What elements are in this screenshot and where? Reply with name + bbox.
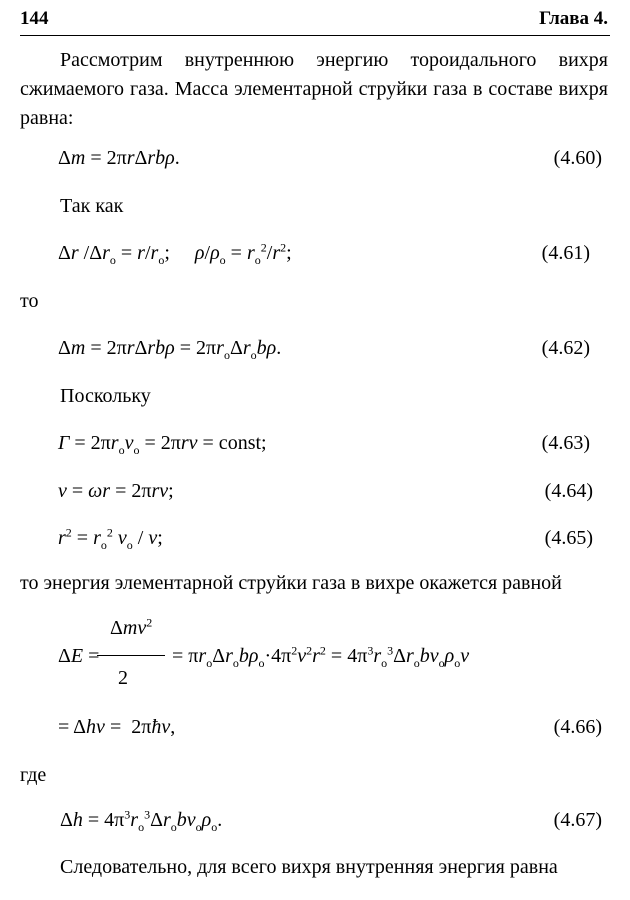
- intro-paragraph: Рассмотрим внутреннюю энергию тороидального вихря сжимаемого газа. Масса элементарной струйки газа в составе вихря равна:: [20, 49, 608, 129]
- gde-text: где: [20, 764, 47, 786]
- to-text: то: [20, 290, 39, 312]
- equation-4-63: $\Gamma = 2\pi r_ov_o = 2\pi rv$ = const;: [58, 432, 267, 457]
- fraction-numerator: Δmv$^2$: [110, 615, 153, 639]
- equation-number-4-66: (4.66): [553, 716, 602, 738]
- equation-4-64: v = ωr = 2πrν;: [58, 480, 174, 502]
- equation-number-4-60: (4.60): [553, 147, 602, 169]
- poskolku-text: Поскольку: [60, 385, 151, 407]
- equation-number-4-61: (4.61): [541, 242, 590, 264]
- equation-number-4-63: (4.63): [541, 432, 590, 454]
- page-number: 144: [20, 8, 49, 29]
- equation-number-4-65: (4.65): [544, 527, 593, 549]
- header-rule: [20, 35, 610, 36]
- equation-4-62: $\Delta m = 2\pi r\Delta rb\rho = 2\pi r_o\Delta r_ob\rho$.: [58, 337, 282, 362]
- equation-4-60: Δm = 2πrΔrbρ.: [58, 147, 180, 169]
- equation-4-61: Δr $/\Delta r_o = r/r_o$; $\rho/\rho_o = r_o^2/r^2$;: [58, 240, 292, 267]
- equation-4-66: = Δhν = 2πħν,: [58, 716, 176, 738]
- equation-number-4-67: (4.67): [553, 809, 602, 831]
- equation-4-65: $r^2 = r_o^2$ $v_o$ / v;: [58, 525, 163, 552]
- energy-lhs: ΔE =: [58, 645, 100, 667]
- energy-text: то энергия элементарной струйки газа в вихре окажется равной: [20, 572, 562, 594]
- equation-4-67: $\Delta h = 4\pi^3r_o^3\Delta r_obv_o\rho_o$.: [60, 807, 223, 834]
- conclusion-text: Следовательно, для всего вихря внутренняя энергия равна: [60, 856, 558, 878]
- equation-number-4-64: (4.64): [544, 480, 593, 502]
- fraction-denominator: 2: [118, 667, 128, 689]
- energy-rhs: = $\pi r_o\Delta r_ob\rho_o\cdot 4\pi^2\nu^2r^2 = 4\pi^3r_o^3\Delta r_obv_o\rho_o\nu$: [172, 643, 470, 670]
- equation-number-4-62: (4.62): [541, 337, 590, 359]
- tak-kak-text: Так как: [60, 195, 124, 217]
- fraction-bar: [97, 655, 165, 656]
- chapter-title: Глава 4.: [539, 8, 608, 29]
